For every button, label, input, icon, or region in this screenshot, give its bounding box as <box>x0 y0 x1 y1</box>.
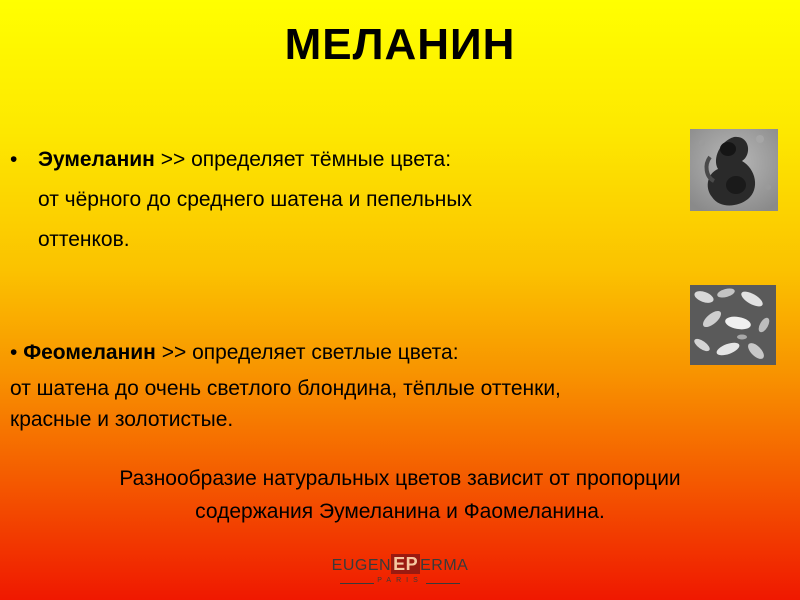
brand-logo-subtitle: PARIS <box>377 577 423 584</box>
pheomelanin-term: Феомеланин <box>23 341 156 364</box>
pheomelanin-heading <box>10 333 730 373</box>
eumelanin-section <box>10 140 650 260</box>
bullet-icon: • <box>10 341 18 364</box>
brand-logo-mark: EP <box>393 554 419 574</box>
pheomelanin-section <box>10 333 730 435</box>
summary-line-2: содержания Эумеланина и Фаомеланина. <box>195 500 605 523</box>
eumelanin-heading <box>10 140 650 180</box>
pheomelanin-microscope-image <box>690 285 776 365</box>
pheomelanin-description-line-1: от шатена до очень светлого блондина, тёплые оттенки, <box>10 377 561 400</box>
eumelanin-term: Эумеланин <box>38 148 155 171</box>
eumelanin-description-line-2: оттенков. <box>38 228 130 251</box>
eumelanin-description-line-1: от чёрного до среднего шатена и пепельных <box>38 188 472 211</box>
eumelanin-microscope-image <box>690 129 778 211</box>
summary-line-1: Разнообразие натуральных цветов зависит от пропорции <box>119 467 681 490</box>
brand-logo-left: EUGEN <box>331 557 392 574</box>
pheomelanin-description-line-2: красные и золотистые. <box>10 408 234 431</box>
slide-title: МЕЛАНИН <box>284 20 516 69</box>
bullet-icon: • <box>10 148 18 171</box>
brand-logo-rule-right <box>426 583 460 584</box>
pheomelanin-definition: >> определяет светлые цвета: <box>161 341 459 364</box>
brand-logo <box>330 548 470 592</box>
brand-logo-wordmark <box>330 554 470 575</box>
summary-text <box>20 462 780 528</box>
eumelanin-heading-text <box>38 140 451 180</box>
eumelanin-definition: >> определяет тёмные цвета: <box>160 148 452 171</box>
brand-logo-right: ERMA <box>420 557 469 574</box>
